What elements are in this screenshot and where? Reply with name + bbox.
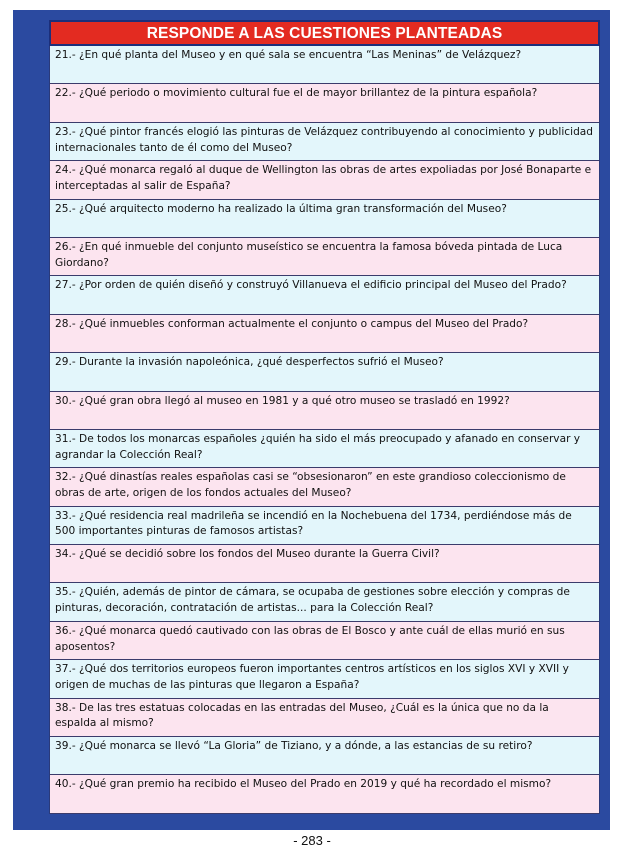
question-row: 25.- ¿Qué arquitecto moderno ha realizado la última gran transformación del Museo?	[50, 200, 599, 238]
question-row: 39.- ¿Qué monarca se llevó “La Gloria” de Tiziano, y a dónde, a las estancias de su retiro?	[50, 737, 599, 775]
question-row: 33.- ¿Qué residencia real madrileña se incendió en la Nochebuena del 1734, perdiéndose más de 500 importantes pinturas de famosos artistas?	[50, 507, 599, 545]
question-list	[49, 46, 600, 814]
question-row: 29.- Durante la invasión napoleónica, ¿qué desperfectos sufrió el Museo?	[50, 353, 599, 391]
question-row: 38.- De las tres estatuas colocadas en las entradas del Museo, ¿Cuál es la única que no da la espalda al mismo?	[50, 699, 599, 737]
question-row: 31.- De todos los monarcas españoles ¿quién ha sido el más preocupado y afanado en conservar y agrandar la Colección Real?	[50, 430, 599, 468]
questions-panel	[49, 20, 600, 814]
page-frame	[13, 10, 610, 830]
page-number: - 283 -	[293, 833, 331, 848]
question-row: 36.- ¿Qué monarca quedó cautivado con las obras de El Bosco y ante cuál de ellas murió en sus aposentos?	[50, 622, 599, 660]
question-row: 26.- ¿En qué inmueble del conjunto museístico se encuentra la famosa bóveda pintada de Luca Giordano?	[50, 238, 599, 276]
section-title: RESPONDE A LAS CUESTIONES PLANTEADAS	[49, 20, 600, 46]
question-row: 35.- ¿Quién, además de pintor de cámara, se ocupaba de gestiones sobre elección y compras de pinturas, decoración, contratación de artistas... para la Colección Real?	[50, 583, 599, 621]
question-row: 30.- ¿Qué gran obra llegó al museo en 1981 y a qué otro museo se trasladó en 1992?	[50, 392, 599, 430]
question-row: 40.- ¿Qué gran premio ha recibido el Museo del Prado en 2019 y qué ha recordado el mismo?	[50, 775, 599, 813]
question-row: 23.- ¿Qué pintor francés elogió las pinturas de Velázquez contribuyendo al conocimiento y publicidad internacionales tanto de él como del Museo?	[50, 123, 599, 161]
question-row: 32.- ¿Qué dinastías reales españolas casi se “obsesionaron” en este grandioso coleccionismo de obras de arte, origen de los fondos actuales del Museo?	[50, 468, 599, 506]
question-row: 22.- ¿Qué periodo o movimiento cultural fue el de mayor brillantez de la pintura española?	[50, 84, 599, 122]
question-row: 28.- ¿Qué inmuebles conforman actualmente el conjunto o campus del Museo del Prado?	[50, 315, 599, 353]
question-row: 24.- ¿Qué monarca regaló al duque de Wellington las obras de artes expoliadas por José Bonaparte e interceptadas al salir de España?	[50, 161, 599, 199]
question-row: 21.- ¿En qué planta del Museo y en qué sala se encuentra “Las Meninas” de Velázquez?	[50, 46, 599, 84]
question-row: 34.- ¿Qué se decidió sobre los fondos del Museo durante la Guerra Civil?	[50, 545, 599, 583]
question-row: 37.- ¿Qué dos territorios europeos fueron importantes centros artísticos en los siglos XVI y XVII y origen de muchas de las pinturas que llegaron a España?	[50, 660, 599, 698]
question-row: 27.- ¿Por orden de quién diseñó y construyó Villanueva el edificio principal del Museo del Prado?	[50, 276, 599, 314]
